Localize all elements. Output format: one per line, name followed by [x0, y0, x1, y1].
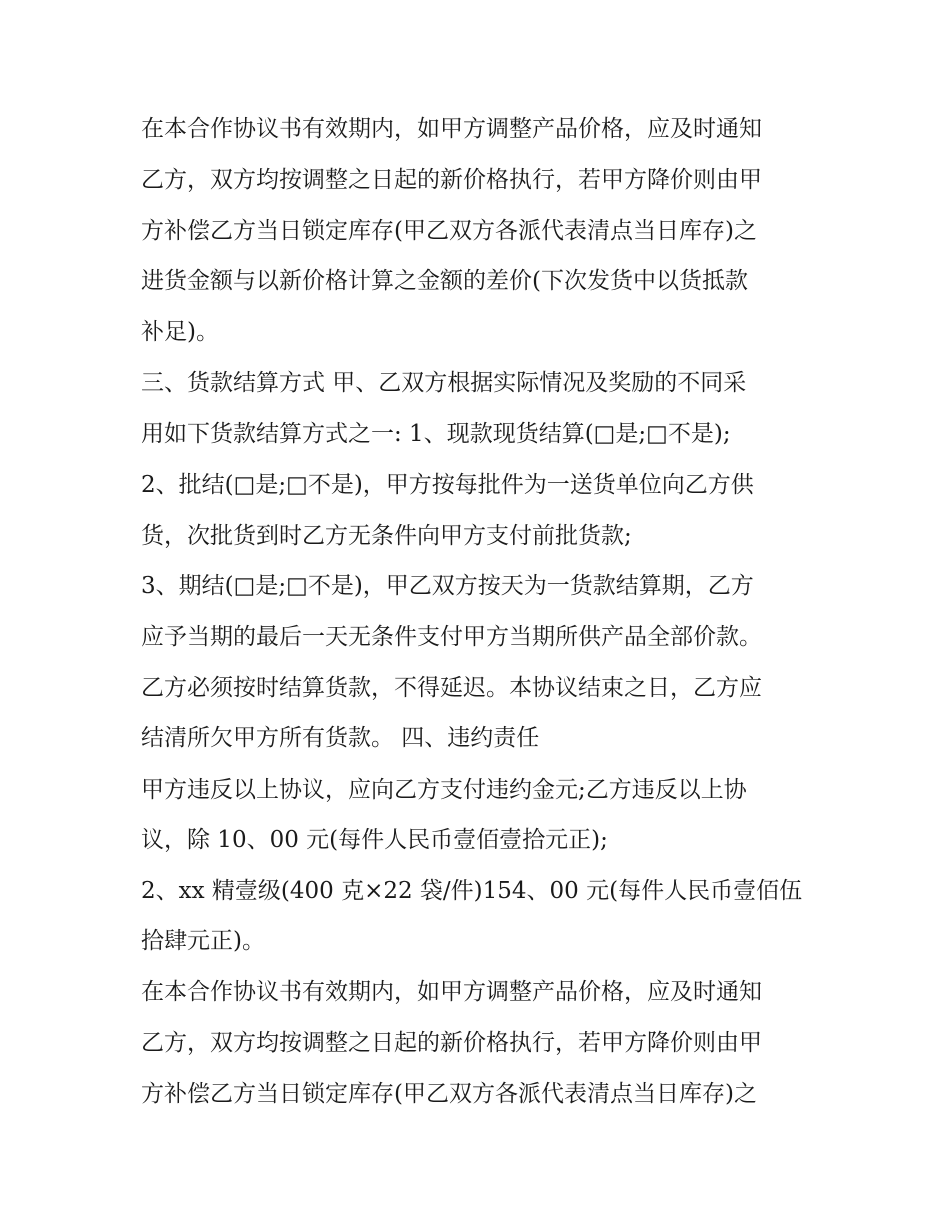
paragraph-line: 议，除 10、00 元(每件人民币壹佰壹拾元正); [141, 827, 608, 853]
paragraph-line: 2、批结(□是;□不是)，甲方按每批件为一送货单位向乙方供 [141, 472, 754, 498]
section-heading-line: 三、货款结算方式 甲、乙双方根据实际情况及奖励的不同采 [141, 370, 747, 396]
paragraph-line: 甲方违反以上协议，应向乙方支付违约金元;乙方违反以上协 [141, 777, 747, 803]
paragraph-line: 2、xx 精壹级(400 克×22 袋/件)154、00 元(每件人民币壹佰伍 [141, 878, 803, 904]
paragraph-line: 用如下货款结算方式之一: 1、现款现货结算(□是;□不是); [141, 421, 731, 447]
paragraph-line: 拾肆元正)。 [141, 928, 265, 954]
paragraph-line: 3、期结(□是;□不是)，甲乙双方按天为一货款结算期，乙方 [141, 573, 754, 599]
paragraph-line: 方补偿乙方当日锁定库存(甲乙双方各派代表清点当日库存)之 [141, 1081, 757, 1107]
paragraph-line: 乙方，双方均按调整之日起的新价格执行，若甲方降价则由甲 [141, 167, 762, 193]
paragraph-line: 乙方，双方均按调整之日起的新价格执行，若甲方降价则由甲 [141, 1030, 762, 1056]
paragraph-line: 在本合作协议书有效期内，如甲方调整产品价格，应及时通知 [141, 116, 762, 142]
paragraph-line: 方补偿乙方当日锁定库存(甲乙双方各派代表清点当日库存)之 [141, 218, 757, 244]
paragraph-line: 在本合作协议书有效期内，如甲方调整产品价格，应及时通知 [141, 979, 762, 1005]
paragraph-line: 乙方必须按时结算货款，不得延迟。本协议结束之日，乙方应 [141, 675, 762, 701]
paragraph-line: 货，次批货到时乙方无条件向甲方支付前批货款; [141, 523, 632, 549]
paragraph-line: 补足)。 [141, 319, 219, 345]
paragraph-line: 应予当期的最后一天无条件支付甲方当期所供产品全部价款。 [141, 624, 762, 650]
section-heading-line: 结清所欠甲方所有货款。 四、违约责任 [141, 725, 540, 751]
paragraph-line: 进货金额与以新价格计算之金额的差价(下次发货中以货抵款 [141, 268, 748, 294]
